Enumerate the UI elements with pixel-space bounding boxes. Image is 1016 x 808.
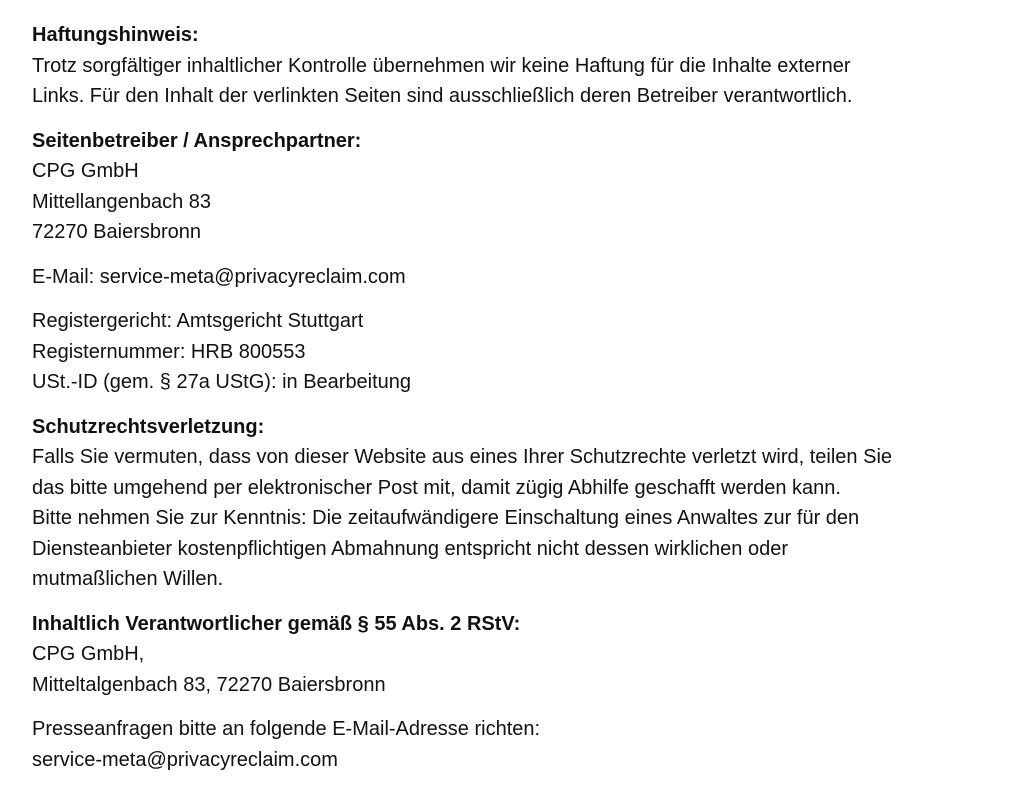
responsible-heading: Inhaltlich Verantwortlicher gemäß § 55 Abs. 2 RStV: xyxy=(32,612,521,635)
press-email: service-meta@privacyreclaim.com xyxy=(32,748,338,771)
liability-text-line-2: Links. Für den Inhalt der verlinkten Seiten sind ausschließlich deren Betreiber verantwortlich. xyxy=(32,85,853,107)
ip-violation-line-5: mutmaßlichen Willen. xyxy=(32,568,224,590)
vat-id: USt.-ID (gem. § 27a UStG): in Bearbeitung xyxy=(32,371,412,393)
liability-heading: Haftungshinweis: xyxy=(32,24,199,46)
ip-violation-line-4: Diensteanbieter kostenpflichtigen Abmahnung entspricht nicht dessen wirklichen oder xyxy=(32,537,789,560)
responsible-company: CPG GmbH, xyxy=(32,643,145,665)
operator-city: 72270 Baiersbronn xyxy=(32,221,202,243)
operator-heading: Seitenbetreiber / Ansprechpartner: xyxy=(32,129,362,152)
email-section xyxy=(32,262,1016,293)
liability-section xyxy=(32,20,1016,112)
ip-violation-section xyxy=(32,412,1016,595)
contact-email: E-Mail: service-meta@privacyreclaim.com xyxy=(32,265,406,288)
responsible-address: Mitteltalgenbach 83, 72270 Baiersbronn xyxy=(32,673,386,696)
liability-text-line-1: Trotz sorgfältiger inhaltlicher Kontrolle übernehmen wir keine Haftung für die Inhalte externer xyxy=(32,54,851,77)
ip-violation-heading: Schutzrechtsverletzung: xyxy=(32,415,265,438)
ip-violation-line-2: das bitte umgehend per elektronischer Post mit, damit zügig Abhilfe geschafft werden kann. xyxy=(32,476,841,499)
ip-violation-line-1: Falls Sie vermuten, dass von dieser Website aus eines Ihrer Schutzrechte verletzt wird, teilen Sie xyxy=(32,446,893,468)
ip-violation-line-3: Bitte nehmen Sie zur Kenntnis: Die zeitaufwändigere Einschaltung eines Anwaltes zur für den xyxy=(32,507,860,529)
press-section xyxy=(32,714,1016,775)
register-section xyxy=(32,306,1016,398)
operator-company: CPG GmbH xyxy=(32,160,139,182)
operator-section xyxy=(32,126,1016,248)
press-text: Presseanfragen bitte an folgende E-Mail-Adresse richten: xyxy=(32,718,541,740)
register-number: Registernummer: HRB 800553 xyxy=(32,340,306,363)
operator-street: Mittellangenbach 83 xyxy=(32,190,212,213)
register-court: Registergericht: Amtsgericht Stuttgart xyxy=(32,310,364,332)
responsible-section xyxy=(32,609,1016,701)
